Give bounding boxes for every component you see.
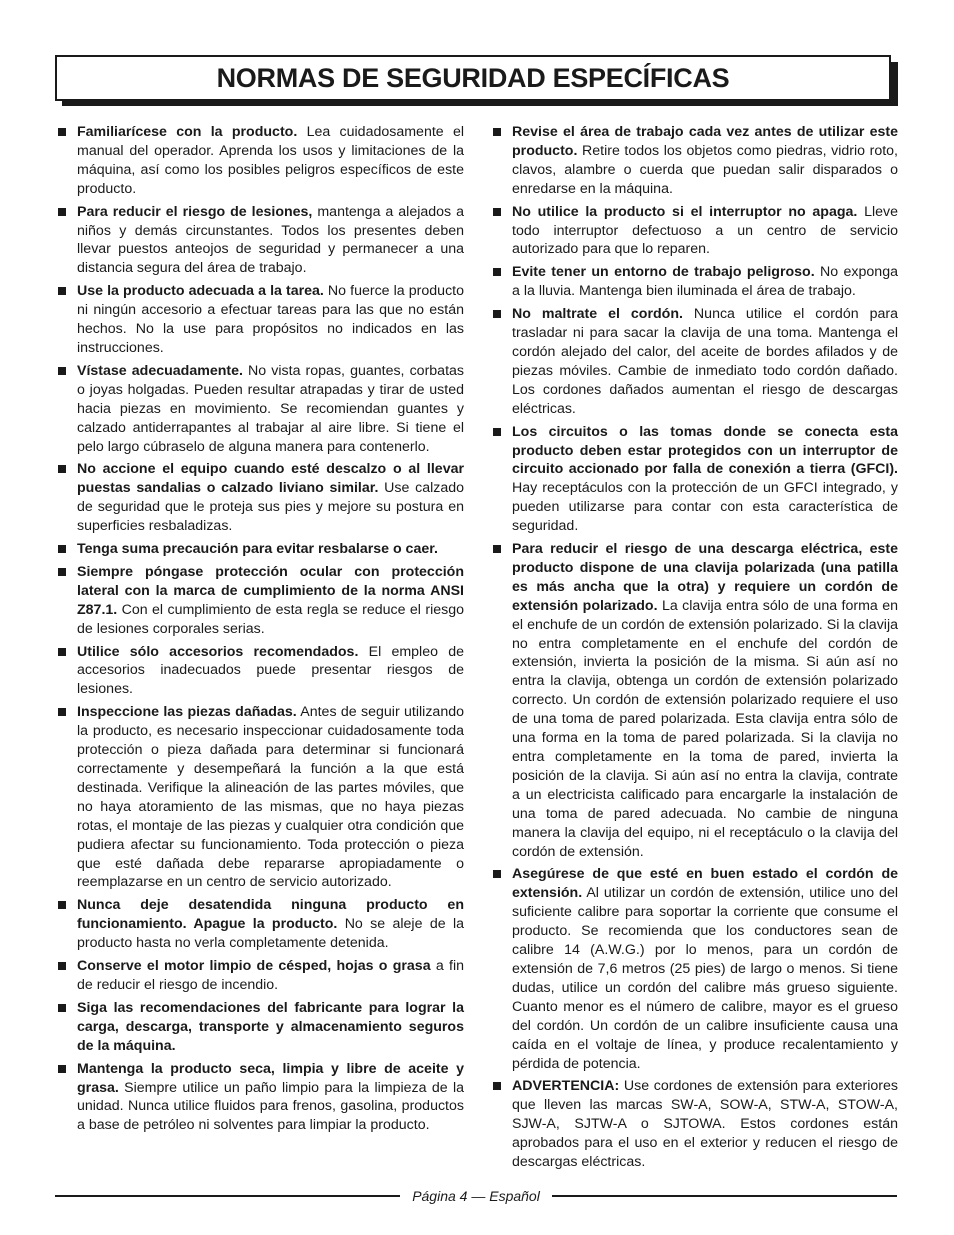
bullet-square-icon	[58, 545, 66, 553]
bullet-square-icon	[58, 367, 66, 375]
left-column	[57, 123, 464, 1139]
bullet-item	[57, 1060, 464, 1136]
bullet-square-icon	[58, 648, 66, 656]
bullet-square-icon	[58, 128, 66, 136]
bullet-square-icon	[493, 870, 501, 878]
bullet-bold: No accione el equipo cuando esté descalzo o al llevar puestas sandalias o calzado liviano similar.	[77, 461, 464, 497]
page-number: Página 4 — Español	[412, 1188, 540, 1204]
bullet-bold: Siga las recomendaciones del fabricante para lograr la carga, descarga, transporte y almacenamiento seguros de la máquina.	[77, 999, 464, 1054]
bullet-square-icon	[58, 568, 66, 576]
bullet-square-icon	[58, 1065, 66, 1073]
bullet-bold: Use la producto adecuada a la tarea.	[77, 283, 324, 300]
bullet-text: Siempre utilice un paño limpio para la limpieza de la unidad. Nunca utilice fluidos para frenos, gasolina, productos a base de petróleo ni solventes para limpiar la producto.	[77, 1079, 464, 1134]
bullet-item	[492, 123, 898, 199]
bullet-square-icon	[58, 465, 66, 473]
bullet-text: Use cordones de extensión para exteriores que lleven las marcas SW-A, SOW-A, STW-A, STOW-A, SJW-A, SJTW-A o SJTOWA. Estos cordones están aprobados para el uso en el exterior y reducen el riesgo de descargas eléctricas.	[512, 1078, 898, 1171]
bullet-square-icon	[58, 208, 66, 216]
bullet-bold: No maltrate el cordón.	[512, 306, 683, 323]
bullet-square-icon	[493, 128, 501, 136]
bullet-text: No vista ropas, guantes, corbatas o joyas holgadas. Pueden resultar atrapadas y tirar de usted hacia piezas en movimiento. Se recomiendan guantes y calzado antiderrapantes al trabajar al aire libre. Si tiene el pelo largo cúbraselo de alguna manera para contenerlo.	[77, 362, 465, 455]
bullet-bold: Inspeccione las piezas dañadas.	[77, 704, 297, 721]
bullet-square-icon	[493, 268, 501, 276]
bullet-bold: Para reducir el riesgo de lesiones,	[77, 203, 313, 220]
right-column	[492, 123, 898, 1176]
bullet-bold: Vístase adecuadamente.	[77, 362, 243, 379]
bullet-text: Lea cuidadosamente el manual del operador. Aprenda los usos y limitaciones de la máquina, así como los posibles peligros específicos de este producto.	[77, 124, 465, 197]
bullet-text: No fuerce la producto ni ningún accesorio a efectuar tareas para las que no están hechos. No la use para propósitos no indicados en las instrucciones.	[77, 283, 464, 356]
bullet-text: Retire todos los objetos como piedras, vidrio roto, clavos, alambre o cuerda que puedan salir disparados o enredarse en la máquina.	[512, 142, 898, 197]
bullet-text: mantenga a alejados a niños y demás circunstantes. Todos los presentes deben llevar puestos anteojos de seguridad y permanecer a una distancia segura del área de trabajo.	[77, 203, 464, 277]
bullet-bold: Conserve el motor limpio de césped, hojas o grasa	[77, 958, 431, 975]
bullet-item	[492, 423, 898, 536]
bullet-square-icon	[58, 962, 66, 970]
bullet-text: El empleo de accesorios inadecuados puede presentar riesgos de lesiones.	[77, 643, 464, 698]
bullet-square-icon	[58, 1004, 66, 1012]
bullet-square-icon	[493, 310, 501, 318]
bullet-item	[57, 203, 464, 279]
bullet-bold: Mantenga la producto seca, limpia y libre de aceite y grasa.	[77, 1060, 464, 1096]
bullet-item	[57, 282, 464, 358]
bullet-item	[57, 540, 464, 559]
footer-rule-right	[552, 1195, 897, 1197]
bullet-bold: Revise el área de trabajo cada vez antes de utilizar este producto.	[512, 124, 898, 159]
bullet-item	[57, 999, 464, 1056]
bullet-bold: Nunca deje desatendida ninguna producto en funcionamiento. Apague la producto.	[77, 897, 464, 933]
bullet-text: Nunca utilice el cordón para trasladar ni para sacar la clavija de una toma. Mantenga el cordón alejado del calor, del aceite de bordes afilados y de piezas móviles. Cambie de inmediato todo cordón dañado. Los cordones dañados aumentan el riesgo de descargas eléctricas.	[512, 306, 898, 417]
bullet-square-icon	[493, 1082, 501, 1090]
bullet-text: Hay receptáculos con la protección de un GFCI integrado, y pueden utilizarse para contar con esta característica de seguridad.	[512, 480, 898, 535]
title-box	[55, 55, 891, 101]
bullet-text: No se aleje de la producto hasta no verla completamente detenida.	[77, 916, 464, 952]
bullet-text: Lleve todo interruptor defectuoso a un centro de servicio autorizado para que lo reparen.	[512, 203, 899, 258]
bullet-bold: No utilice la producto si el interruptor no apaga.	[512, 203, 858, 220]
bullet-item	[492, 865, 898, 1073]
bullet-bold: Utilice sólo accesorios recomendados.	[77, 643, 359, 660]
bullet-item	[57, 643, 464, 700]
bullet-bold: Evite tener un entorno de trabajo peligroso.	[512, 264, 815, 281]
bullet-item	[57, 896, 464, 953]
bullet-bold: Familiarícese con la producto.	[77, 124, 298, 140]
bullet-square-icon	[493, 545, 501, 553]
bullet-bold: Asegúrese de que esté en buen estado el cordón de extensión.	[512, 866, 898, 902]
bullet-item	[492, 305, 898, 418]
bullet-text: No exponga a la lluvia. Mantenga bien iluminada el área de trabajo.	[512, 264, 898, 300]
bullet-item	[57, 123, 464, 199]
bullet-bold: ADVERTENCIA:	[512, 1078, 620, 1095]
bullet-item	[57, 703, 464, 892]
bullet-text: La clavija entra sólo de una forma en el enchufe de un cordón de extensión polarizado. Si la clavija no entra completamente en el enchufe del cordón de extensión, invierta la posición de la misma. Si aún así no entra la clavija, obtenga un cordón de extensión polarizado correcto. Un cordón de extensión polarizado requiere el uso de una toma de pared polarizada. Esta clavija entra sólo de una forma en la toma de pared polarizada. Si la clavija no entra completamente en la toma de pared, invierta la posición de la clavija. Si aún así no entra la clavija, contrate a un electricista calificado para encargarle la instalación de una toma de pared adecuada. No cambie de ninguna manera la clavija del equipo, ni el receptáculo o la clavija del cordón de extensión.	[512, 597, 898, 860]
bullet-square-icon	[493, 428, 501, 436]
bullet-item	[492, 1077, 898, 1172]
page-title: NORMAS DE SEGURIDAD ESPECÍFICAS	[216, 62, 730, 93]
bullet-text: a fin de reducir el riesgo de incendio.	[77, 958, 465, 993]
bullet-item	[492, 540, 898, 861]
bullet-item	[57, 460, 464, 536]
bullet-item	[492, 203, 898, 260]
page-footer	[55, 1186, 897, 1206]
bullet-bold: Siempre póngase protección ocular con protección lateral con la marca de cumplimiento de la norma ANSI Z87.1.	[77, 563, 464, 618]
bullet-item	[492, 263, 898, 301]
bullet-square-icon	[58, 708, 66, 716]
bullet-text: Use calzado de seguridad que le proteja sus pies y mejore su postura en superficies resbaladizas.	[77, 480, 465, 535]
bullet-text: Al utilizar un cordón de extensión, utilice uno del suficiente calibre para soportar la corriente que consume el producto. Se recomienda que los conductores sean de calibre 14 (A.W.G.) por lo menos, para un cordón de extensión de 7,6 metros (25 pies) de largo o menos. Si tiene dudas, utilice un cordón del calibre más grueso siguiente. Cuanto menor es el número de calibre, mayor es el grueso del cordón. Un cordón de un calibre insuficiente causa una caída en el voltaje de línea, y produce recalentamiento y pérdida de potencia.	[512, 885, 898, 1072]
bullet-text: Antes de seguir utilizando la producto, es necesario inspeccionar cuidadosamente toda protección o pieza dañada para determinar si funcionará correctamente y desempeñará la función a la que está destinada. Verifique la alineación de las partes móviles, que no haya atoramiento de las mismas, que no haya piezas rotas, el montaje de las piezas y cualquier otra condición que pudiera afectar su funcionamiento. Toda protección o pieza que esté dañada debe repararse apropiadamente o reemplazarse en un centro de servicio autorizado.	[77, 704, 464, 891]
bullet-text: Con el cumplimiento de esta regla se reduce el riesgo de lesiones corporales serias.	[77, 601, 464, 637]
bullet-bold: Para reducir el riesgo de una descarga eléctrica, este producto dispone de una clavija polarizada (una patilla es más ancha que la otra) y requiere un cordón de extensión polarizado.	[512, 541, 898, 614]
bullet-item	[57, 362, 464, 457]
bullet-item	[57, 957, 464, 995]
bullet-item	[57, 563, 464, 639]
bullet-bold: Los circuitos o las tomas donde se conecta esta producto deben estar protegidos con un interruptor de circuito accionado por falla de conexión a tierra (GFCI).	[512, 423, 898, 478]
bullet-bold: Tenga suma precaución para evitar resbalarse o caer.	[77, 541, 438, 558]
footer-rule-left	[55, 1195, 400, 1197]
bullet-square-icon	[493, 208, 501, 216]
bullet-square-icon	[58, 287, 66, 295]
bullet-square-icon	[58, 901, 66, 909]
